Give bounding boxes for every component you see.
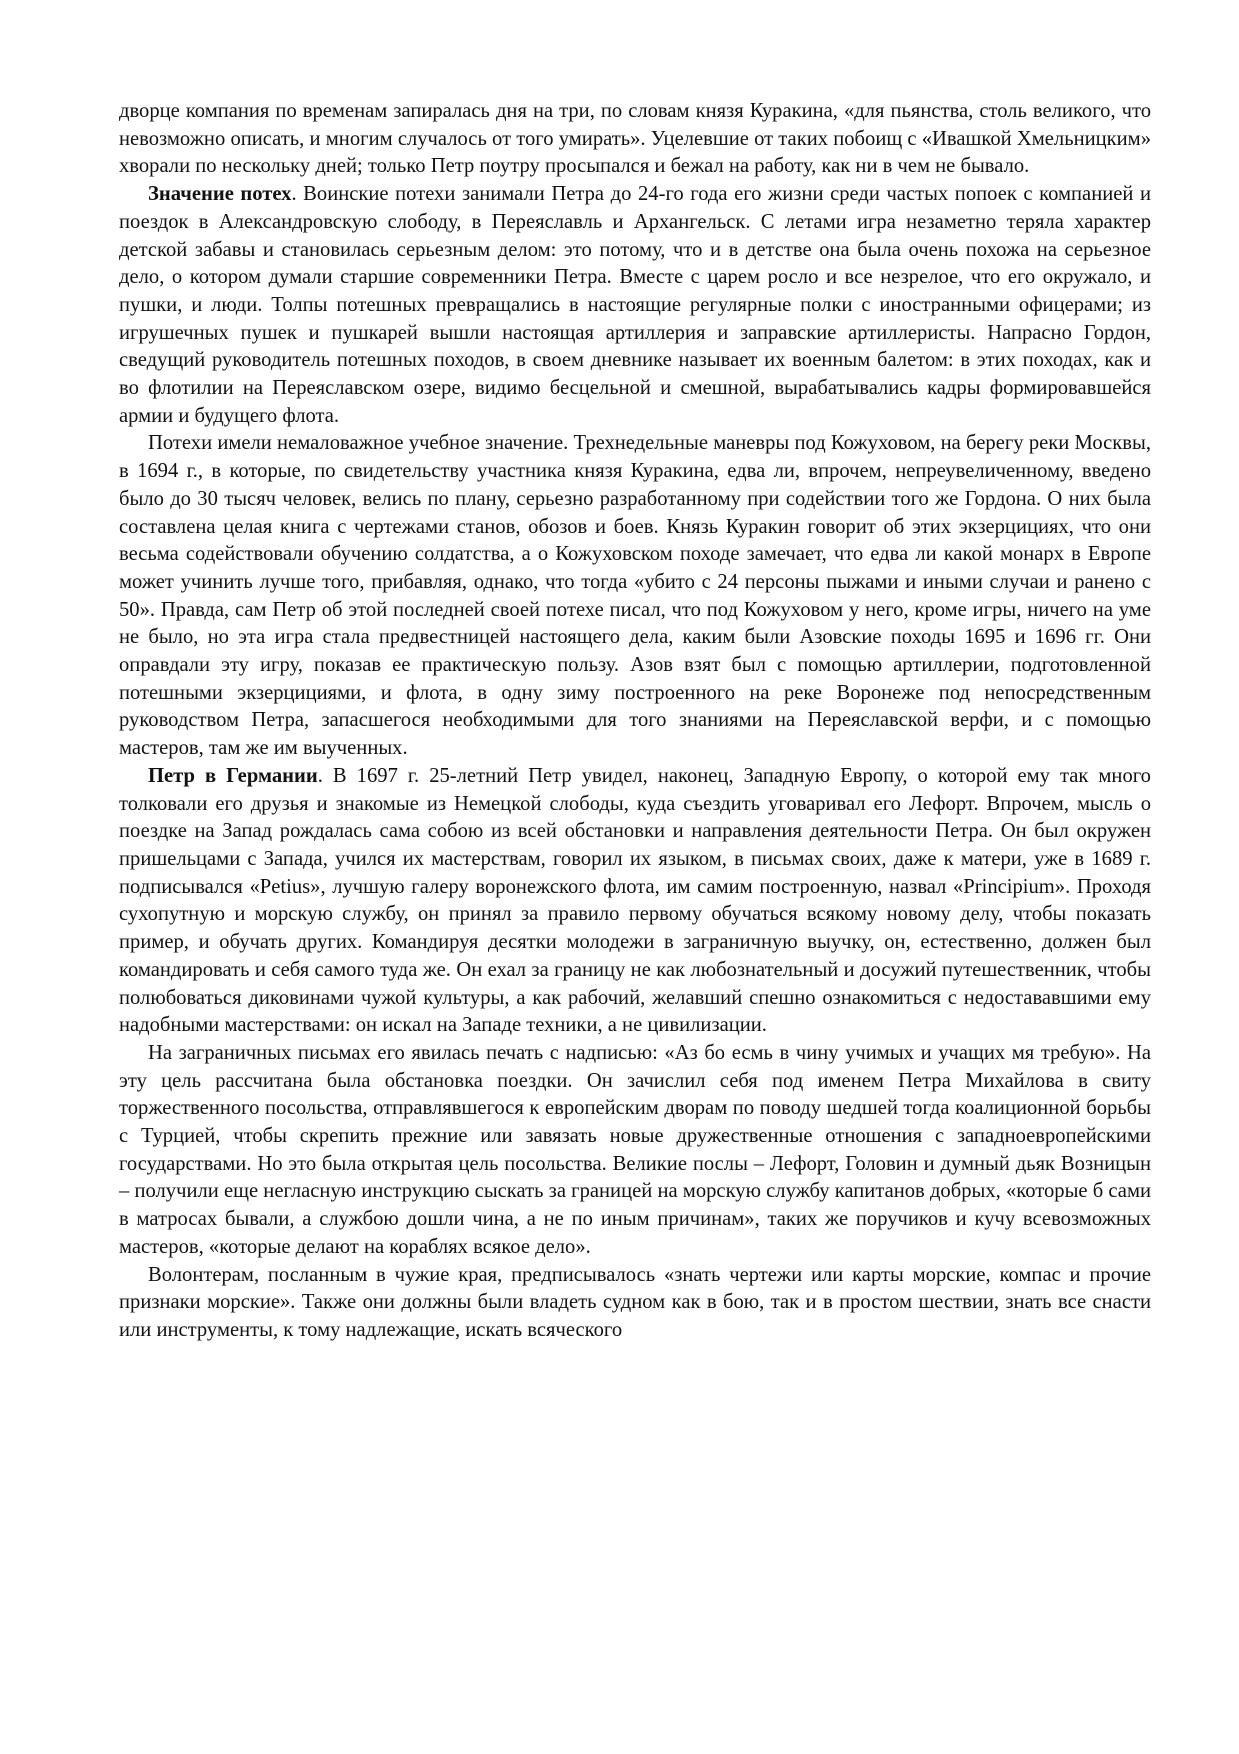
document-page xyxy=(119,98,1151,1345)
paragraph-3-text: Потехи имели немаловажное учебное значение. Трехнедельные маневры под Кожуховом, на берегу реки Москвы, в 1694 г., в которые, по свидетельству участника князя Куракина, едва ли, впрочем, непреувеличенному, введено было до 30 тысяч человек, велись по плану, серьезно разработанному при содействии того же Гордона. О них была составлена целая книга с чертежами станов, обозов и боев. Князь Куракин говорит об этих экзерцициях, что они весьма содействовали обучению солдатства, а о Кожуховском походе замечает, что едва ли какой монарх в Европе может учинить лучше того, прибавляя, однако, что тогда «убито с 24 персоны пыжами и иными случаи и ранено с 50». Правда, сам Петр об этой последней своей потехе писал, что под Кожуховом у него, кроме игры, ничего на уме не было, но эта игра стала предвестницей настоящего дела, каким были Азовские походы 1695 и 1696 гг. Они оправдали эту игру, показав ее практическую пользу. Азов взят был с помощью артиллерии, подготовленной потешными экзерцициями, и флота, в одну зиму построенного на реке Воронеже под непосредственным руководством Петра, запасшегося необходимыми для того знаниями на Переяславской верфи, и с помощью мастеров, там же им выученных. xyxy=(119,432,1151,760)
paragraph-6 xyxy=(119,1262,1151,1345)
paragraph-5 xyxy=(119,1040,1151,1262)
paragraph-3 xyxy=(119,430,1151,762)
paragraph-4 xyxy=(119,763,1151,1040)
paragraph-5-text: На заграничных письмах его явилась печать с надписью: «Аз бо есмь в чину учимых и учащих мя требую». На эту цель рассчитана была обстановка поездки. Он зачислил себя под именем Петра Михайлова в свиту торжественного посольства, отправлявшегося к европейским дворам по поводу шедшей тогда коалиционной борьбы с Турцией, чтобы скрепить прежние или завязать новые дружественные отношения с западноевропейскими государствами. Но это была открытая цель посольства. Великие послы – Лефорт, Головин и думный дьяк Возницын – получили еще негласную инструкцию сыскать за границей на морскую службу капитанов добрых, «которые б сами в матросах бывали, а службою дошли чина, а не по иным причинам», таких же поручиков и кучу всевозможных мастеров, «которые делают на кораблях всякое дело». xyxy=(119,1041,1151,1258)
section-heading-petr-v-germanii: Петр в Германии xyxy=(148,764,318,787)
paragraph-4-text: . В 1697 г. 25-летний Петр увидел, наконец, Западную Европу, о которой ему так много толковали его друзья и знакомые из Немецкой слободы, куда съездить уговаривал его Лефорт. Впрочем, мысль о поездке на Запад рождалась сама собою из всей обстановки и направления деятельности Петра. Он был окружен пришельцами с Запада, учился их мастерствам, говорил их языком, в письмах своих, даже к матери, уже в 1689 г. подписывался «Petius», лучшую галеру воронежского флота, им самим построенную, назвал «Principium». Проходя сухопутную и морскую службу, он принял за правило первому обучаться всякому новому делу, чтобы показать пример, и обучать других. Командируя десятки молодежи в заграничную выучку, он, естественно, должен был командировать и себя самого туда же. Он ехал за границу не как любознательный и досужий путешественник, чтобы полюбоваться диковинами чужой культуры, а как рабочий, желавший спешно ознакомиться с недостававшими ему надобными мастерствами: он искал на Западе техники, а не цивилизации. xyxy=(119,764,1151,1037)
paragraph-1-text: дворце компания по временам запиралась дня на три, по словам князя Куракина, «для пьянства, столь великого, что невозможно описать, и многим случалось от того умирать». Уцелевшие от таких побоищ с «Ивашкой Хмельницким» хворали по нескольку дней; только Петр поутру просыпался и бежал на работу, как ни в чем не бывало. xyxy=(119,100,1151,178)
section-heading-znachenie-poteh: Значение потех xyxy=(148,183,292,206)
paragraph-2 xyxy=(119,181,1151,430)
paragraph-2-text: . Воинские потехи занимали Петра до 24-го года его жизни среди частых попоек с компанией и поездок в Александровскую слободу, в Переяславль и Архангельск. С летами игра незаметно теряла характер детской забавы и становилась серьезным делом: это потому, что и в детстве она была очень похожа на серьезное дело, о котором думали старшие современники Петра. Вместе с царем росло и все незрелое, что его окружало, и пушки, и люди. Толпы потешных превращались в настоящие регулярные полки с иностранными офицерами; из игрушечных пушек и пушкарей вышли настоящая артиллерия и заправские артиллеристы. Напрасно Гордон, сведущий руководитель потешных походов, в своем дневнике называет их военным балетом: в этих походах, как и во флотилии на Переяславском озере, видимо бесцельной и смешной, вырабатывались кадры формировавшейся армии и будущего флота. xyxy=(119,183,1152,427)
paragraph-6-text: Волонтерам, посланным в чужие края, предписывалось «знать чертежи или карты морские, компас и прочие признаки морские». Также они должны были владеть судном как в бою, так и в простом шествии, знать все снасти или инструменты, к тому надлежащие, искать всяческого xyxy=(119,1263,1151,1341)
paragraph-1 xyxy=(119,98,1151,181)
